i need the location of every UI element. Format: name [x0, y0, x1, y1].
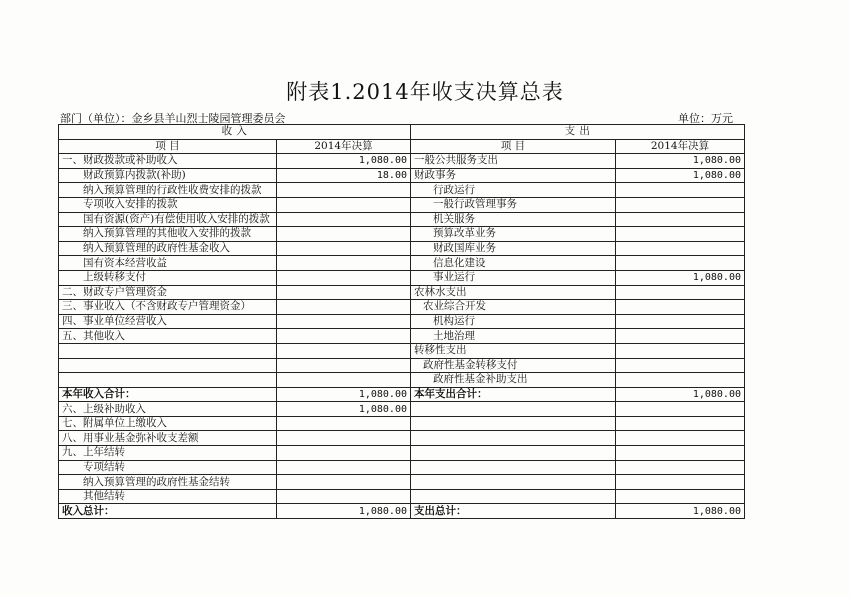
expense-amount-cell: 1,080.00 [616, 504, 745, 519]
income-item-cell: 一、财政拨款或补助收入 [59, 154, 277, 169]
expense-item-cell: 一般公共服务支出 [411, 154, 616, 169]
table-row [59, 358, 745, 373]
expense-item-cell: 农林水支出 [411, 285, 616, 300]
expense-amount-cell [616, 197, 745, 212]
unit-label: 单位：万元 [678, 112, 733, 125]
table-row [59, 489, 745, 504]
department-label: 部门（单位）：金乡县羊山烈士陵园管理委员会 [60, 112, 286, 125]
income-item-cell: 财政预算内拨款(补助) [59, 168, 277, 183]
expense-group-header: 支 出 [411, 125, 745, 140]
expense-item-cell: 一般行政管理事务 [411, 197, 616, 212]
expense-item-cell: 行政运行 [411, 183, 616, 198]
expense-item-cell: 政府性基金转移支付 [411, 358, 616, 373]
income-item-cell: 六、上级补助收入 [59, 402, 277, 417]
expense-item-cell [411, 402, 616, 417]
table-row [59, 300, 745, 315]
expense-item-cell [411, 416, 616, 431]
expense-amount-cell [616, 358, 745, 373]
expense-item-cell: 农业综合开发 [411, 300, 616, 315]
expense-amount-cell [616, 183, 745, 198]
income-amount-cell [277, 256, 411, 271]
expense-item-cell: 事业运行 [411, 270, 616, 285]
expense-amount-cell: 1,080.00 [616, 154, 745, 169]
table-row [59, 270, 745, 285]
income-item-cell: 上级转移支付 [59, 270, 277, 285]
expense-amount-cell [616, 241, 745, 256]
income-amount-cell [277, 241, 411, 256]
income-amount-cell [277, 183, 411, 198]
table-row [59, 416, 745, 431]
income-amount-cell: 1,080.00 [277, 504, 411, 519]
income-amount-cell: 1,080.00 [277, 387, 411, 402]
expense-amount-cell: 1,080.00 [616, 270, 745, 285]
expense-amount-cell: 1,080.00 [616, 168, 745, 183]
income-item-cell: 五、其他收入 [59, 329, 277, 344]
expense-item-cell [411, 475, 616, 490]
expense-item-cell: 土地治理 [411, 329, 616, 344]
expense-item-cell: 财政事务 [411, 168, 616, 183]
expense-amount-cell [616, 227, 745, 242]
table-row [59, 314, 745, 329]
expense-item-cell [411, 446, 616, 461]
income-item-cell: 收入总计： [59, 504, 277, 519]
income-item-cell: 专项结转 [59, 460, 277, 475]
income-item-cell: 七、附属单位上缴收入 [59, 416, 277, 431]
income-item-cell: 国有资本经营收益 [59, 256, 277, 271]
table-row [59, 183, 745, 198]
table-row [59, 329, 745, 344]
income-item-cell: 纳入预算管理的政府性基金收入 [59, 241, 277, 256]
income-amount-cell [277, 314, 411, 329]
income-item-cell: 八、用事业基金弥补收支差额 [59, 431, 277, 446]
income-item-header: 项 目 [59, 139, 277, 154]
income-amount-cell [277, 358, 411, 373]
expense-amount-cell [616, 314, 745, 329]
income-amount-cell [277, 329, 411, 344]
income-item-cell: 四、事业单位经营收入 [59, 314, 277, 329]
expense-item-cell: 机关服务 [411, 212, 616, 227]
income-amount-cell: 1,080.00 [277, 402, 411, 417]
table-row [59, 227, 745, 242]
table-row [59, 285, 745, 300]
expense-item-cell: 本年支出合计： [411, 387, 616, 402]
income-amount-cell [277, 489, 411, 504]
table-row [59, 241, 745, 256]
expense-amount-cell [616, 212, 745, 227]
income-amount-cell [277, 300, 411, 315]
group-header-row [59, 125, 745, 140]
income-amount-cell [277, 343, 411, 358]
income-amount-cell: 18.00 [277, 168, 411, 183]
table-row [59, 343, 745, 358]
table-row [59, 460, 745, 475]
income-item-cell: 三、事业收入（不含财政专户管理资金） [59, 300, 277, 315]
income-item-cell: 纳入预算管理的其他收入安排的拨款 [59, 227, 277, 242]
expense-amount-header: 2014年决算 [616, 139, 745, 154]
table-row [59, 197, 745, 212]
table-row [59, 256, 745, 271]
expense-amount-cell [616, 431, 745, 446]
expense-amount-cell [616, 402, 745, 417]
income-amount-cell [277, 475, 411, 490]
expense-item-cell [411, 460, 616, 475]
table-row [59, 431, 745, 446]
budget-table [58, 124, 745, 519]
expense-item-cell: 预算改革业务 [411, 227, 616, 242]
table-row [59, 212, 745, 227]
income-item-cell: 本年收入合计： [59, 387, 277, 402]
expense-item-cell [411, 431, 616, 446]
table-row [59, 402, 745, 417]
income-item-cell: 国有资源(资产)有偿使用收入安排的拨款 [59, 212, 277, 227]
table-row [59, 387, 745, 402]
expense-item-header: 项 目 [411, 139, 616, 154]
expense-amount-cell [616, 460, 745, 475]
income-item-cell: 九、上年结转 [59, 446, 277, 461]
income-item-cell: 二、财政专户管理资金 [59, 285, 277, 300]
expense-amount-cell [616, 489, 745, 504]
expense-amount-cell [616, 300, 745, 315]
expense-amount-cell [616, 446, 745, 461]
income-item-cell: 其他结转 [59, 489, 277, 504]
expense-amount-cell [616, 256, 745, 271]
income-item-cell [59, 373, 277, 388]
income-amount-cell [277, 431, 411, 446]
table-row [59, 504, 745, 519]
expense-amount-cell [616, 475, 745, 490]
income-item-cell: 纳入预算管理的行政性收费安排的拨款 [59, 183, 277, 198]
income-item-cell [59, 358, 277, 373]
income-amount-cell [277, 270, 411, 285]
table-row [59, 475, 745, 490]
income-item-cell: 专项收入安排的拨款 [59, 197, 277, 212]
income-amount-cell: 1,080.00 [277, 154, 411, 169]
income-amount-cell [277, 446, 411, 461]
table-row [59, 168, 745, 183]
expense-amount-cell: 1,080.00 [616, 387, 745, 402]
income-item-cell [59, 343, 277, 358]
expense-item-cell [411, 489, 616, 504]
column-header-row [59, 139, 745, 154]
income-amount-cell [277, 227, 411, 242]
expense-amount-cell [616, 416, 745, 431]
expense-amount-cell [616, 343, 745, 358]
expense-item-cell: 信息化建设 [411, 256, 616, 271]
expense-item-cell: 政府性基金补助支出 [411, 373, 616, 388]
income-amount-header: 2014年决算 [277, 139, 411, 154]
income-amount-cell [277, 460, 411, 475]
table-row [59, 154, 745, 169]
expense-amount-cell [616, 329, 745, 344]
page-title: 附表1.2014年收支决算总表 [286, 80, 564, 104]
income-amount-cell [277, 416, 411, 431]
expense-amount-cell [616, 373, 745, 388]
expense-amount-cell [616, 285, 745, 300]
income-item-cell: 纳入预算管理的政府性基金结转 [59, 475, 277, 490]
expense-item-cell: 机构运行 [411, 314, 616, 329]
income-amount-cell [277, 212, 411, 227]
income-group-header: 收 入 [59, 125, 411, 140]
income-amount-cell [277, 373, 411, 388]
expense-item-cell: 支出总计： [411, 504, 616, 519]
expense-item-cell: 财政国库业务 [411, 241, 616, 256]
income-amount-cell [277, 197, 411, 212]
income-amount-cell [277, 285, 411, 300]
table-row [59, 446, 745, 461]
expense-item-cell: 转移性支出 [411, 343, 616, 358]
table-row [59, 373, 745, 388]
